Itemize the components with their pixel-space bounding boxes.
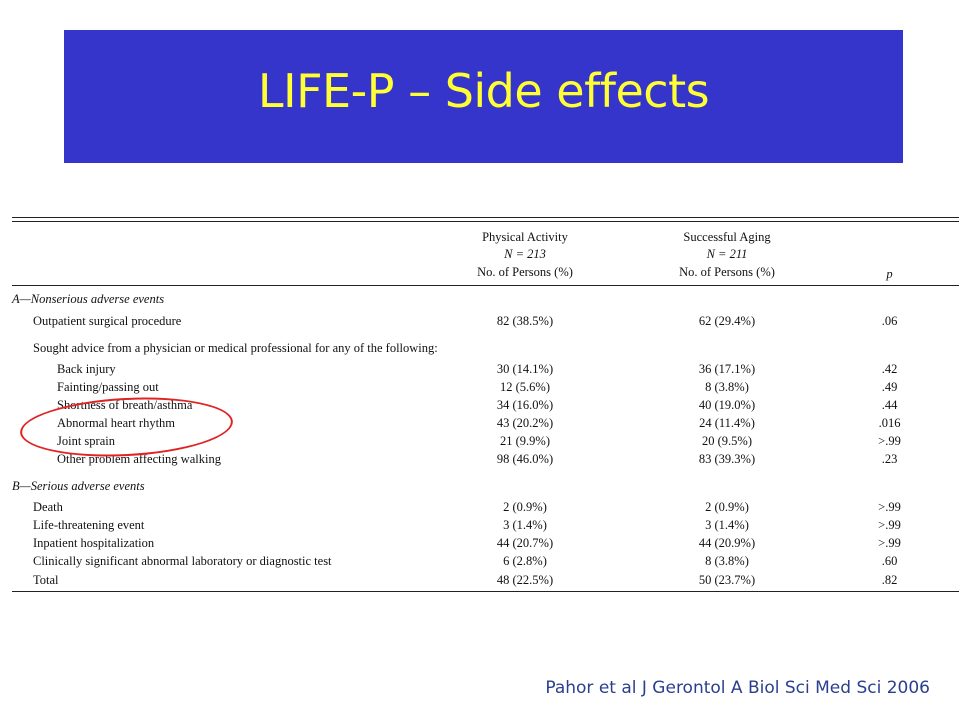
- p-value: .44: [881, 398, 898, 412]
- title-banner: [64, 30, 903, 163]
- successful-aging-value: 3 (1.4%): [705, 518, 749, 532]
- p-value: >.99: [878, 500, 901, 514]
- physical-activity-value: 2 (0.9%): [503, 500, 547, 514]
- p-value: >.99: [878, 518, 901, 532]
- p-value: >.99: [878, 536, 901, 550]
- row-label: Life-threatening event: [33, 518, 145, 532]
- header-sa-title: Successful Aging: [683, 230, 771, 244]
- successful-aging-value: 8 (3.8%): [705, 380, 749, 394]
- header-pa-title: Physical Activity: [482, 230, 568, 244]
- physical-activity-value: 98 (46.0%): [496, 452, 554, 466]
- p-value: >.99: [878, 434, 901, 448]
- successful-aging-value: 44 (20.9%): [698, 536, 756, 550]
- row-label: Other problem affecting walking: [57, 452, 221, 466]
- physical-activity-value: 44 (20.7%): [496, 536, 554, 550]
- row-label: Back injury: [57, 362, 116, 376]
- row-label: Shortness of breath/asthma: [57, 398, 193, 412]
- section-label: A—Nonserious adverse events: [12, 292, 165, 306]
- p-value: .23: [881, 452, 898, 466]
- table-top-rule-2: [12, 221, 959, 222]
- physical-activity-value: 30 (14.1%): [496, 362, 554, 376]
- section-label: B—Serious adverse events: [12, 479, 145, 493]
- row-label: Inpatient hospitalization: [33, 536, 155, 550]
- p-value: .016: [878, 416, 901, 430]
- successful-aging-value: 20 (9.5%): [702, 434, 752, 448]
- header-sa-n: N = 211: [706, 247, 748, 261]
- row-label: Total: [33, 573, 59, 587]
- table-header-rule: [12, 285, 959, 286]
- successful-aging-value: 83 (39.3%): [698, 452, 756, 466]
- row-label: Outpatient surgical procedure: [33, 314, 182, 328]
- table-top-rule: [12, 217, 959, 218]
- physical-activity-value: 21 (9.9%): [500, 434, 550, 448]
- successful-aging-value: 40 (19.0%): [698, 398, 756, 412]
- successful-aging-value: 36 (17.1%): [698, 362, 756, 376]
- header-pa-units: No. of Persons (%): [477, 265, 573, 279]
- row-label: Clinically significant abnormal laboratory or diagnostic test: [33, 554, 332, 568]
- header-sa-units: No. of Persons (%): [679, 265, 775, 279]
- physical-activity-value: 3 (1.4%): [503, 518, 547, 532]
- p-value: .82: [881, 573, 898, 587]
- row-label: Abnormal heart rhythm: [57, 416, 176, 430]
- p-value: .42: [881, 362, 898, 376]
- successful-aging-value: 62 (29.4%): [698, 314, 756, 328]
- row-label: Sought advice from a physician or medical professional for any of the following:: [33, 341, 438, 355]
- table-bottom-rule: [12, 591, 959, 592]
- slide-title: LIFE-P – Side effects: [257, 63, 710, 118]
- physical-activity-value: 43 (20.2%): [496, 416, 554, 430]
- p-value: .06: [881, 314, 898, 328]
- p-value: .60: [881, 554, 898, 568]
- row-label: Fainting/passing out: [57, 380, 159, 394]
- row-label: Joint sprain: [57, 434, 115, 448]
- successful-aging-value: 8 (3.8%): [705, 554, 749, 568]
- successful-aging-value: 2 (0.9%): [705, 500, 749, 514]
- physical-activity-value: 34 (16.0%): [496, 398, 554, 412]
- physical-activity-value: 12 (5.6%): [500, 380, 550, 394]
- citation: Pahor et al J Gerontol A Biol Sci Med Sci 2006: [545, 678, 930, 698]
- row-label: Death: [33, 500, 63, 514]
- header-p: p: [886, 267, 893, 281]
- successful-aging-value: 24 (11.4%): [699, 416, 755, 430]
- successful-aging-value: 50 (23.7%): [698, 573, 756, 587]
- physical-activity-value: 82 (38.5%): [496, 314, 554, 328]
- p-value: .49: [881, 380, 898, 394]
- header-pa-n: N = 213: [504, 247, 546, 261]
- physical-activity-value: 6 (2.8%): [503, 554, 547, 568]
- physical-activity-value: 48 (22.5%): [496, 573, 554, 587]
